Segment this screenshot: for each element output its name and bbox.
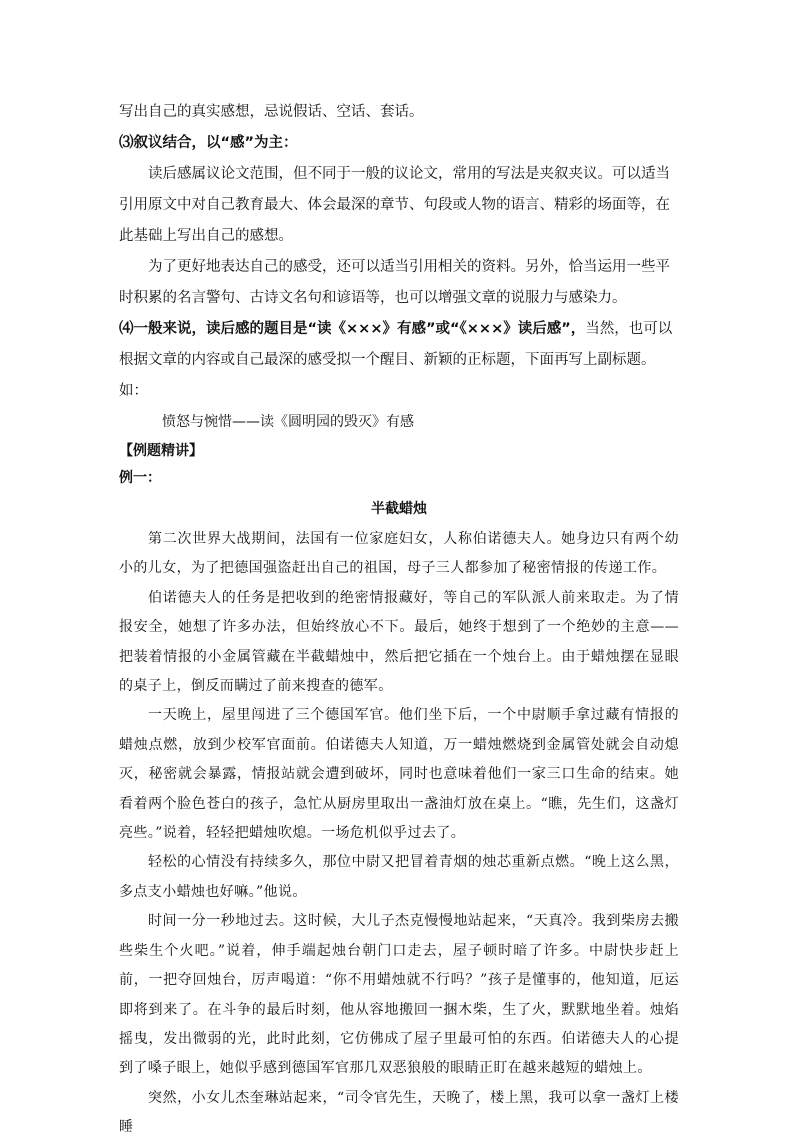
story-paragraph: 突然，小女儿杰奎琳站起来，“司令官先生，天晚了，楼上黑，我可以拿一盏灯上楼睡: [119, 1089, 679, 1136]
story-paragraph: 时间一分一秒地过去。这时候，大儿子杰克慢慢地站起来，“天真冷。我到柴房去搬些柴生个火吧。”说着，伸手端起烛台朝门口走去，屋子顿时暗了许多。中尉快步赶上前，一把夺回烛台，厉声喝道：“你不用蜡烛就不行吗？”孩子是懂事的，他知道，厄运即将到来了。在斗争的最后时刻，他从容地搬回一捆木柴，生了火，默默地坐着。烛焰摇曳，发出微弱的光，此时此刻，它仿佛成了屋子里最可怕的东西。伯诺德夫人的心提到了嗓子眼上，她似乎感到德国军官那几双恶狼般的眼睛正盯在越来越短的蜡烛上。: [119, 913, 679, 1077]
intro-paragraph-4: [119, 314, 679, 407]
intro-paragraph-4-rest: 当然，也可以根据文章的内容或自己最深的感受拟一个醒目、新颖的正标题，下面再写上副标题。如：: [119, 321, 673, 399]
story-paragraph: 伯诺德夫人的任务是把收到的绝密情报藏好，等自己的军队派人前来取走。为了情报安全，她想了许多办法，但始终放心不下。最后，她终于想到了一个绝妙的主意——把装着情报的小金属管藏在半截蜡烛中，然后把它插在一个烛台上。由于蜡烛摆在显眼的桌子上，倒反而瞒过了前来搜查的德军。: [119, 589, 679, 695]
intro-paragraph-1: 读后感属议论文范围，但不同于一般的议论文，常用的写法是夹叙夹议。可以适当引用原文中对自己教育最大、体会最深的章节、句段或人物的语言、精彩的场面等，在此基础上写出自己的感想。: [119, 166, 670, 244]
intro-paragraph-0: 写出自己的真实感想，忌说假话、空话、套话。: [119, 104, 424, 120]
example-title: 愤怒与惋惜——读《圆明园的毁灭》有感: [162, 414, 414, 430]
story-paragraph: 轻松的心情没有持续多久，那位中尉又把冒着青烟的烛芯重新点燃。“晚上这么黑，多点支小蜡烛也好嘛。”他说。: [119, 854, 679, 900]
intro-paragraph-2: 为了更好地表达自己的感受，还可以适当引用相关的资料。另外，恰当运用一些平时积累的名言警句、古诗文名句和谚语等，也可以增强文章的说服力与感染力。: [119, 259, 670, 306]
subheading-3: ⑶叙议结合，以“感”为主：: [119, 135, 298, 151]
story-paragraph: 第二次世界大战期间，法国有一位家庭妇女，人称伯诺德夫人。她身边只有两个幼小的儿女，为了把德国强盗赶出自己的祖国，母子三人都参加了秘密情报的传递工作。: [119, 531, 679, 577]
section-heading: 【例题精讲】: [119, 443, 203, 459]
subheading-4: ⑷一般来说，读后感的题目是“读《×××》有感”或“《×××》读后感”，: [119, 321, 586, 337]
story-title: 半截蜡烛: [371, 501, 427, 517]
story-paragraph: 一天晚上，屋里闯进了三个德国军官。他们坐下后，一个中尉顺手拿过藏有情报的蜡烛点燃，放到少校军官面前。伯诺德夫人知道，万一蜡烛燃烧到金属管处就会自动熄灭，秘密就会暴露，情报站就会遭到破坏，同时也意味着他们一家三口生命的结束。她看着两个脸色苍白的孩子，急忙从厨房里取出一盏油灯放在桌上。“瞧，先生们，这盏灯亮些。”说着，轻轻把蜡烛吹熄。一场危机似乎过去了。: [119, 707, 679, 842]
story-body: [119, 525, 679, 1143]
example-label: 例一：: [119, 470, 161, 486]
page-content: [119, 97, 679, 1143]
